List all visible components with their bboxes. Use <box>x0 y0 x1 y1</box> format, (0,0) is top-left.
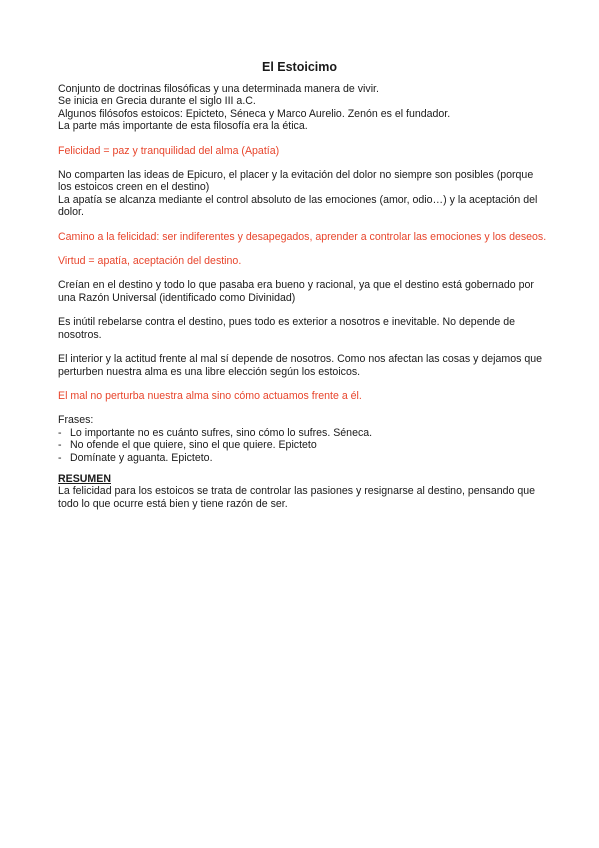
intro-line: La parte más importante de esta filosofía era la ética. <box>58 120 308 133</box>
document-body <box>58 83 548 510</box>
frase-item: - Lo importante no es cuánto sufres, sino cómo lo sufres. Séneca. <box>58 427 548 439</box>
epicuro-line: No comparten las ideas de Epicuro, el placer y la evitación del dolor no siempre son posibles (porque los estoicos creen en el destino) <box>58 169 534 194</box>
interior-paragraph: El interior y la actitud frente al mal sí depende de nosotros. Como nos afectan las cosas y dejamos que perturben nuestra alma es una libre elección según los estoicos. <box>58 353 543 378</box>
camino-felicidad: Camino a la felicidad: ser indiferentes y desapegados, aprender a controlar las emociones y los deseos. <box>58 230 547 243</box>
frase-item: - No ofende el que quiere, sino el que quiere. Epicteto <box>58 439 548 451</box>
virtud-definition: Virtud = apatía, aceptación del destino. <box>58 255 242 268</box>
mal-statement: El mal no perturba nuestra alma sino cómo actuamos frente a él. <box>58 389 362 402</box>
destino-paragraph: Creían en el destino y todo lo que pasaba era bueno y racional, ya que el destino está gobernado por una Razón Universal (identificado como Divinidad) <box>58 279 534 304</box>
intro-block <box>58 83 548 133</box>
page-title: El Estoicimo <box>261 60 338 74</box>
frases-list <box>58 427 548 464</box>
epicuro-block <box>58 169 548 219</box>
epicuro-line: La apatía se alcanza mediante el control absoluto de las emociones (amor, odio…) y la aceptación del dolor. <box>58 193 538 219</box>
frases-label: Frases: <box>58 414 94 427</box>
intro-line: Conjunto de doctrinas filosóficas y una determinada manera de vivir. <box>58 83 379 95</box>
felicidad-definition: Felicidad = paz y tranquilidad del alma (Apatía) <box>58 144 280 157</box>
resumen-section <box>58 473 548 510</box>
resumen-heading: RESUMEN <box>58 472 111 485</box>
intro-line: Algunos filósofos estoicos: Epicteto, Séneca y Marco Aurelio. Zenón es el fundador. <box>58 107 451 120</box>
rebelarse-paragraph: Es inútil rebelarse contra el destino, pues todo es exterior a nosotros e inevitable. No depende de nosotros. <box>58 316 515 341</box>
resumen-text: La felicidad para los estoicos se trata de controlar las pasiones y resignarse al destino, pensando que todo lo que ocurre está bien y tiene razón de ser. <box>58 485 536 510</box>
frase-item: - Domínate y aguanta. Epicteto. <box>58 452 548 464</box>
intro-line: Se inicia en Grecia durante el siglo III a.C. <box>58 95 256 108</box>
